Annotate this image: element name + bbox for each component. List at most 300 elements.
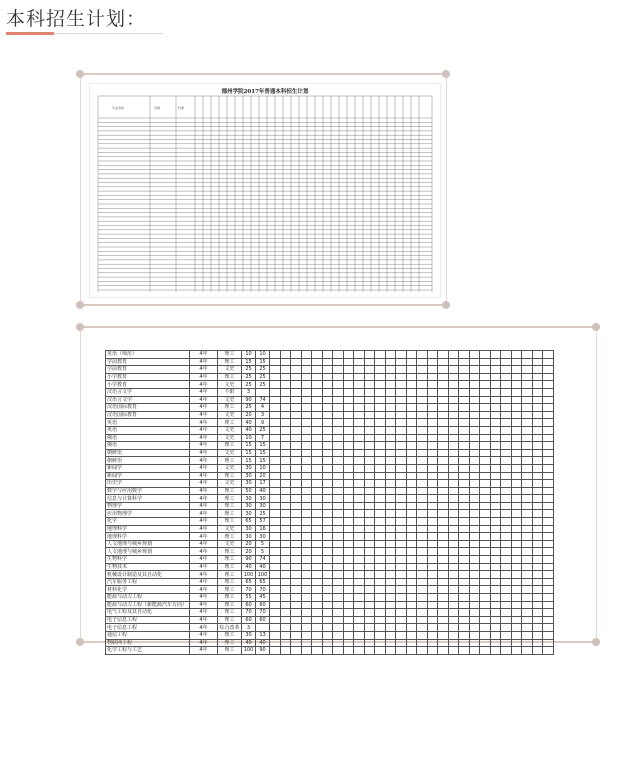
cell-province — [438, 518, 449, 526]
cell-province — [522, 540, 533, 548]
cell-province — [312, 480, 323, 488]
table-row — [106, 449, 554, 457]
cell-province — [522, 548, 533, 556]
cell-length: 4年 — [190, 388, 218, 396]
cell-province — [364, 510, 375, 518]
cell-province — [396, 594, 407, 602]
cell-province — [480, 434, 491, 442]
cell-province — [532, 381, 543, 389]
cell-province — [490, 616, 501, 624]
table-row — [106, 518, 554, 526]
cell-province — [354, 487, 365, 495]
cell-province — [364, 548, 375, 556]
cell-province — [322, 442, 333, 450]
cell-province — [291, 426, 302, 434]
cell-province — [532, 351, 543, 359]
cell-major: 应用物理学 — [106, 510, 190, 518]
plan-header-major: 专业名称 — [112, 106, 125, 110]
cell-province — [364, 396, 375, 404]
cell-province — [427, 358, 438, 366]
cell-province — [406, 480, 417, 488]
cell-plan: 3 — [242, 388, 256, 396]
cell-province — [270, 366, 281, 374]
cell-province — [280, 381, 291, 389]
cell-province — [364, 366, 375, 374]
table-row — [106, 472, 554, 480]
table-row — [106, 495, 554, 503]
cell-province — [459, 366, 470, 374]
cell-province — [280, 639, 291, 647]
cell-province — [322, 540, 333, 548]
cell-province — [333, 480, 344, 488]
cell-province — [469, 472, 480, 480]
cell-province — [417, 396, 428, 404]
cell-province — [469, 510, 480, 518]
cell-province — [312, 351, 323, 359]
cell-province — [501, 434, 512, 442]
cell-province — [364, 647, 375, 655]
cell-category: 理工 — [218, 647, 242, 655]
cell-province — [532, 434, 543, 442]
cell-count: 25 — [256, 381, 270, 389]
cell-province — [427, 396, 438, 404]
cell-province — [406, 647, 417, 655]
cell-province — [543, 525, 554, 533]
cell-province — [354, 616, 365, 624]
cell-major: 俄语 — [106, 442, 190, 450]
cell-province — [301, 563, 312, 571]
cell-province — [312, 373, 323, 381]
cell-province — [385, 366, 396, 374]
cell-province — [522, 639, 533, 647]
cell-province — [406, 533, 417, 541]
cell-province — [448, 502, 459, 510]
cell-province — [469, 601, 480, 609]
cell-category: 理工 — [218, 548, 242, 556]
cell-province — [343, 601, 354, 609]
cell-province — [375, 480, 386, 488]
cell-province — [343, 578, 354, 586]
cell-province — [448, 495, 459, 503]
cell-major: 数学与应用数学 — [106, 487, 190, 495]
cell-province — [333, 631, 344, 639]
cell-province — [427, 525, 438, 533]
cell-province — [522, 404, 533, 412]
cell-province — [522, 616, 533, 624]
cell-province — [427, 449, 438, 457]
cell-province — [385, 639, 396, 647]
cell-province — [301, 358, 312, 366]
cell-province — [417, 518, 428, 526]
cell-province — [333, 616, 344, 624]
cell-major: 电气工程及其自动化 — [106, 609, 190, 617]
cell-province — [396, 502, 407, 510]
cell-province — [417, 442, 428, 450]
cell-province — [301, 472, 312, 480]
cell-province — [396, 396, 407, 404]
cell-province — [301, 388, 312, 396]
frame2-right-border — [596, 331, 597, 641]
cell-province — [480, 449, 491, 457]
cell-province — [322, 616, 333, 624]
cell-province — [427, 647, 438, 655]
cell-count — [256, 624, 270, 632]
frame2-top-right-dot — [592, 323, 600, 331]
cell-province — [322, 594, 333, 602]
cell-province — [354, 358, 365, 366]
cell-province — [385, 601, 396, 609]
cell-count: 70 — [256, 609, 270, 617]
cell-province — [543, 571, 554, 579]
cell-province — [448, 373, 459, 381]
frame2-top-rule — [80, 326, 596, 328]
cell-province — [333, 487, 344, 495]
cell-province — [543, 442, 554, 450]
cell-province — [511, 457, 522, 465]
cell-province — [385, 426, 396, 434]
cell-province — [469, 351, 480, 359]
cell-province — [280, 533, 291, 541]
cell-province — [291, 351, 302, 359]
table-row — [106, 578, 554, 586]
cell-major: 电子信息工程 — [106, 624, 190, 632]
table-row — [106, 609, 554, 617]
cell-province — [417, 351, 428, 359]
cell-province — [343, 457, 354, 465]
cell-province — [501, 609, 512, 617]
cell-plan: 70 — [242, 609, 256, 617]
cell-plan: 30 — [242, 525, 256, 533]
table-row — [106, 616, 554, 624]
cell-province — [291, 495, 302, 503]
cell-category: 理工 — [218, 502, 242, 510]
cell-province — [364, 404, 375, 412]
table-row — [106, 556, 554, 564]
cell-province — [385, 556, 396, 564]
cell-province — [291, 594, 302, 602]
cell-province — [301, 631, 312, 639]
cell-major: 朝鲜语 — [106, 457, 190, 465]
cell-province — [490, 419, 501, 427]
cell-province — [312, 487, 323, 495]
cell-province — [417, 411, 428, 419]
enrollment-plan-image-2 — [90, 340, 560, 654]
cell-province — [480, 351, 491, 359]
cell-province — [343, 472, 354, 480]
cell-province — [459, 578, 470, 586]
cell-province — [354, 548, 365, 556]
cell-province — [375, 548, 386, 556]
cell-major: 汽车服务工程 — [106, 578, 190, 586]
cell-province — [459, 442, 470, 450]
cell-province — [532, 449, 543, 457]
cell-province — [448, 404, 459, 412]
cell-province — [396, 601, 407, 609]
cell-province — [438, 434, 449, 442]
cell-province — [501, 404, 512, 412]
cell-plan: 40 — [242, 639, 256, 647]
cell-province — [375, 442, 386, 450]
cell-province — [280, 449, 291, 457]
cell-province — [322, 631, 333, 639]
cell-province — [522, 563, 533, 571]
cell-province — [280, 464, 291, 472]
cell-province — [480, 373, 491, 381]
cell-plan: 40 — [242, 419, 256, 427]
cell-count: 25 — [256, 373, 270, 381]
cell-province — [343, 396, 354, 404]
cell-province — [375, 518, 386, 526]
cell-count: 7 — [256, 434, 270, 442]
cell-length: 4年 — [190, 411, 218, 419]
cell-province — [511, 540, 522, 548]
cell-province — [543, 510, 554, 518]
cell-major: 地理科学 — [106, 533, 190, 541]
cell-province — [312, 624, 323, 632]
cell-province — [396, 358, 407, 366]
cell-count: 5 — [256, 548, 270, 556]
cell-length: 4年 — [190, 373, 218, 381]
cell-province — [354, 518, 365, 526]
cell-province — [333, 525, 344, 533]
cell-province — [501, 396, 512, 404]
cell-province — [490, 457, 501, 465]
cell-province — [501, 426, 512, 434]
cell-province — [522, 502, 533, 510]
cell-province — [543, 502, 554, 510]
cell-plan: 15 — [242, 449, 256, 457]
cell-province — [385, 510, 396, 518]
cell-province — [291, 525, 302, 533]
cell-province — [280, 404, 291, 412]
table-row — [106, 404, 554, 412]
cell-province — [417, 373, 428, 381]
cell-province — [438, 449, 449, 457]
cell-province — [354, 495, 365, 503]
cell-province — [469, 495, 480, 503]
cell-province — [343, 411, 354, 419]
cell-province — [448, 480, 459, 488]
cell-province — [532, 502, 543, 510]
cell-count: 15 — [256, 449, 270, 457]
cell-province — [511, 586, 522, 594]
cell-province — [459, 556, 470, 564]
cell-province — [301, 404, 312, 412]
cell-province — [343, 525, 354, 533]
cell-province — [406, 404, 417, 412]
cell-province — [438, 571, 449, 579]
cell-province — [312, 556, 323, 564]
cell-category: 理工 — [218, 609, 242, 617]
cell-province — [438, 609, 449, 617]
cell-province — [354, 442, 365, 450]
cell-province — [459, 586, 470, 594]
cell-province — [280, 487, 291, 495]
cell-province — [427, 556, 438, 564]
cell-province — [438, 396, 449, 404]
cell-province — [480, 487, 491, 495]
cell-province — [301, 639, 312, 647]
cell-province — [364, 351, 375, 359]
cell-province — [396, 457, 407, 465]
cell-province — [438, 495, 449, 503]
cell-province — [396, 563, 407, 571]
cell-province — [448, 647, 459, 655]
cell-province — [406, 563, 417, 571]
cell-province — [270, 594, 281, 602]
cell-province — [543, 472, 554, 480]
cell-province — [543, 540, 554, 548]
cell-province — [417, 639, 428, 647]
cell-province — [396, 518, 407, 526]
cell-major: 新闻学 — [106, 464, 190, 472]
cell-province — [448, 631, 459, 639]
cell-province — [364, 457, 375, 465]
cell-province — [364, 388, 375, 396]
cell-province — [406, 556, 417, 564]
cell-province — [438, 510, 449, 518]
cell-province — [469, 578, 480, 586]
cell-province — [532, 518, 543, 526]
cell-count: 30 — [256, 495, 270, 503]
cell-province — [522, 464, 533, 472]
cell-count: 17 — [256, 480, 270, 488]
cell-province — [364, 624, 375, 632]
cell-province — [333, 540, 344, 548]
cell-province — [522, 525, 533, 533]
cell-category: 理工 — [218, 631, 242, 639]
cell-major: 电子信息工程 — [106, 616, 190, 624]
cell-province — [301, 533, 312, 541]
cell-province — [343, 434, 354, 442]
cell-province — [490, 358, 501, 366]
cell-province — [375, 495, 386, 503]
cell-province — [480, 472, 491, 480]
cell-province — [543, 563, 554, 571]
cell-province — [333, 472, 344, 480]
table-row — [106, 381, 554, 389]
cell-province — [543, 631, 554, 639]
cell-province — [333, 442, 344, 450]
cell-province — [375, 449, 386, 457]
cell-province — [469, 487, 480, 495]
cell-category: 理工 — [218, 472, 242, 480]
cell-province — [511, 472, 522, 480]
cell-province — [280, 434, 291, 442]
cell-province — [301, 540, 312, 548]
cell-province — [291, 442, 302, 450]
cell-plan: 65 — [242, 518, 256, 526]
cell-province — [270, 434, 281, 442]
cell-province — [532, 510, 543, 518]
cell-province — [270, 381, 281, 389]
cell-length: 4年 — [190, 442, 218, 450]
cell-province — [459, 518, 470, 526]
cell-province — [354, 426, 365, 434]
cell-province — [522, 381, 533, 389]
cell-province — [354, 631, 365, 639]
cell-category: 理工 — [218, 594, 242, 602]
cell-plan: 40 — [242, 563, 256, 571]
cell-province — [333, 510, 344, 518]
cell-province — [375, 472, 386, 480]
cell-province — [322, 639, 333, 647]
cell-province — [511, 624, 522, 632]
cell-province — [417, 480, 428, 488]
cell-plan: 30 — [242, 464, 256, 472]
table-row — [106, 426, 554, 434]
cell-province — [522, 351, 533, 359]
cell-province — [417, 578, 428, 586]
cell-count: 20 — [256, 472, 270, 480]
cell-count: 74 — [256, 556, 270, 564]
cell-province — [396, 404, 407, 412]
cell-province — [354, 472, 365, 480]
cell-province — [385, 419, 396, 427]
cell-province — [333, 404, 344, 412]
table-row — [106, 548, 554, 556]
cell-count: 16 — [256, 525, 270, 533]
cell-province — [459, 396, 470, 404]
cell-province — [438, 548, 449, 556]
cell-length: 4年 — [190, 502, 218, 510]
cell-province — [291, 396, 302, 404]
cell-province — [427, 381, 438, 389]
cell-province — [543, 480, 554, 488]
cell-province — [438, 502, 449, 510]
cell-province — [522, 366, 533, 374]
cell-province — [490, 540, 501, 548]
cell-province — [427, 419, 438, 427]
table-row — [106, 388, 554, 396]
cell-category: 理工 — [218, 404, 242, 412]
cell-province — [417, 404, 428, 412]
cell-major: 人文地理与城乡规划 — [106, 548, 190, 556]
cell-province — [427, 388, 438, 396]
cell-province — [459, 381, 470, 389]
cell-province — [459, 639, 470, 647]
cell-count: 10 — [256, 464, 270, 472]
cell-province — [343, 480, 354, 488]
cell-province — [427, 404, 438, 412]
cell-province — [333, 426, 344, 434]
cell-province — [522, 480, 533, 488]
cell-province — [532, 563, 543, 571]
cell-province — [448, 457, 459, 465]
cell-province — [385, 624, 396, 632]
cell-province — [469, 358, 480, 366]
cell-province — [532, 578, 543, 586]
cell-province — [280, 396, 291, 404]
cell-province — [291, 510, 302, 518]
cell-province — [385, 525, 396, 533]
cell-province — [480, 464, 491, 472]
cell-province — [406, 434, 417, 442]
cell-province — [543, 624, 554, 632]
cell-province — [532, 631, 543, 639]
cell-province — [396, 434, 407, 442]
cell-province — [322, 487, 333, 495]
cell-province — [270, 464, 281, 472]
cell-province — [480, 411, 491, 419]
cell-province — [501, 502, 512, 510]
cell-length: 4年 — [190, 563, 218, 571]
cell-province — [301, 601, 312, 609]
cell-province — [511, 510, 522, 518]
cell-count: 57 — [256, 518, 270, 526]
cell-province — [375, 404, 386, 412]
cell-major: 通信工程 — [106, 631, 190, 639]
